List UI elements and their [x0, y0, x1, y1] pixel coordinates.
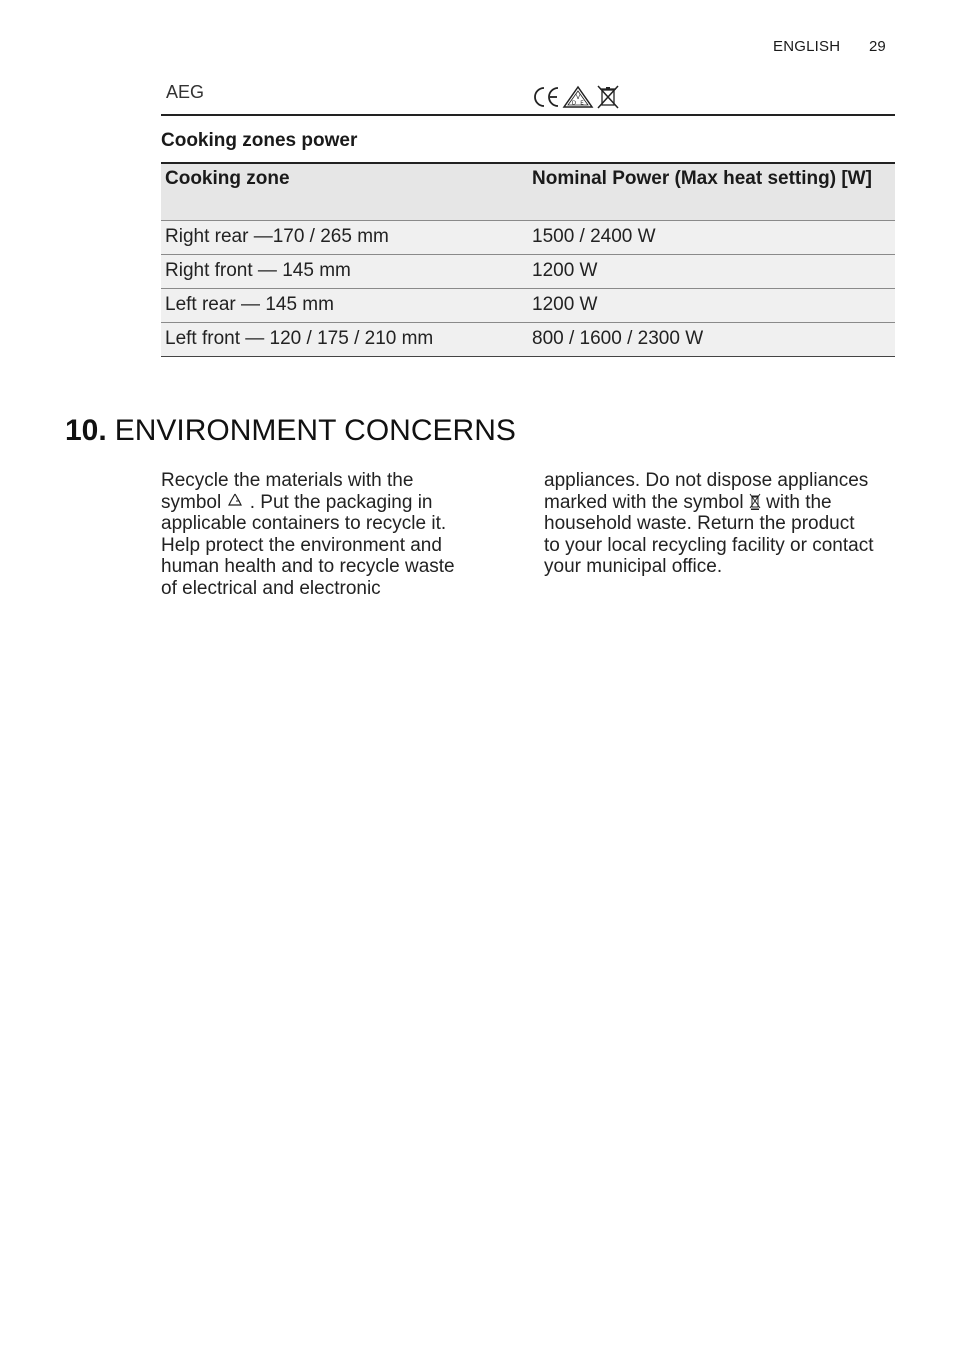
body-text: appliances. Do not dispose appliances marked with the symbol — [544, 470, 869, 513]
table-row — [161, 255, 895, 289]
svg-text:E: E — [580, 100, 584, 107]
column-header: Nominal Power (Max heat setting) [W] — [532, 168, 872, 189]
cooking-zone-cell: Right front — 145 mm — [165, 260, 351, 281]
section-heading — [65, 414, 516, 448]
weee-bin-icon — [749, 493, 761, 510]
brand-row — [161, 80, 895, 116]
column-header: Cooking zone — [165, 168, 290, 189]
section-title: ENVIRONMENT CONCERNS — [114, 414, 516, 447]
body-text: Recycle the materials with the symbol — [161, 470, 414, 513]
body-text-left-column — [161, 470, 471, 600]
svg-text:V: V — [575, 94, 581, 101]
brand-name: AEG — [166, 82, 205, 102]
weee-bin-icon — [596, 84, 620, 110]
table-row — [161, 221, 895, 255]
body-text: . Put the packaging in applicable containers to recycle it. Help protect the environment and human health and to recycle waste of electrical and electronic — [161, 491, 455, 599]
power-cell: 1500 / 2400 W — [532, 226, 656, 247]
power-cell: 1200 W — [532, 294, 598, 315]
cooking-zone-cell: Left front — 120 / 175 / 210 mm — [165, 328, 434, 349]
body-text-right-column — [544, 470, 874, 578]
ce-mark-icon — [532, 85, 560, 109]
svg-text:D: D — [571, 100, 577, 107]
table-header-row — [161, 163, 895, 221]
body-text: with the household waste. Return the product to your local recycling facility or contact your municipal office. — [544, 491, 874, 578]
table-row — [161, 289, 895, 323]
cooking-zones-power-table — [161, 162, 895, 357]
cooking-zone-cell: Left rear — 145 mm — [165, 294, 334, 315]
power-cell: 1200 W — [532, 260, 598, 281]
page-number: 29 — [869, 38, 886, 55]
certification-marks — [532, 84, 620, 110]
cooking-zone-cell: Right rear —170 / 265 mm — [165, 226, 389, 247]
table-row — [161, 323, 895, 357]
table-title: Cooking zones power — [161, 130, 358, 151]
recycle-icon — [226, 492, 244, 510]
section-number: 10. — [65, 414, 107, 447]
power-cell: 800 / 1600 / 2300 W — [532, 328, 704, 349]
language-label: ENGLISH — [773, 38, 841, 55]
vde-mark-icon — [562, 85, 594, 109]
